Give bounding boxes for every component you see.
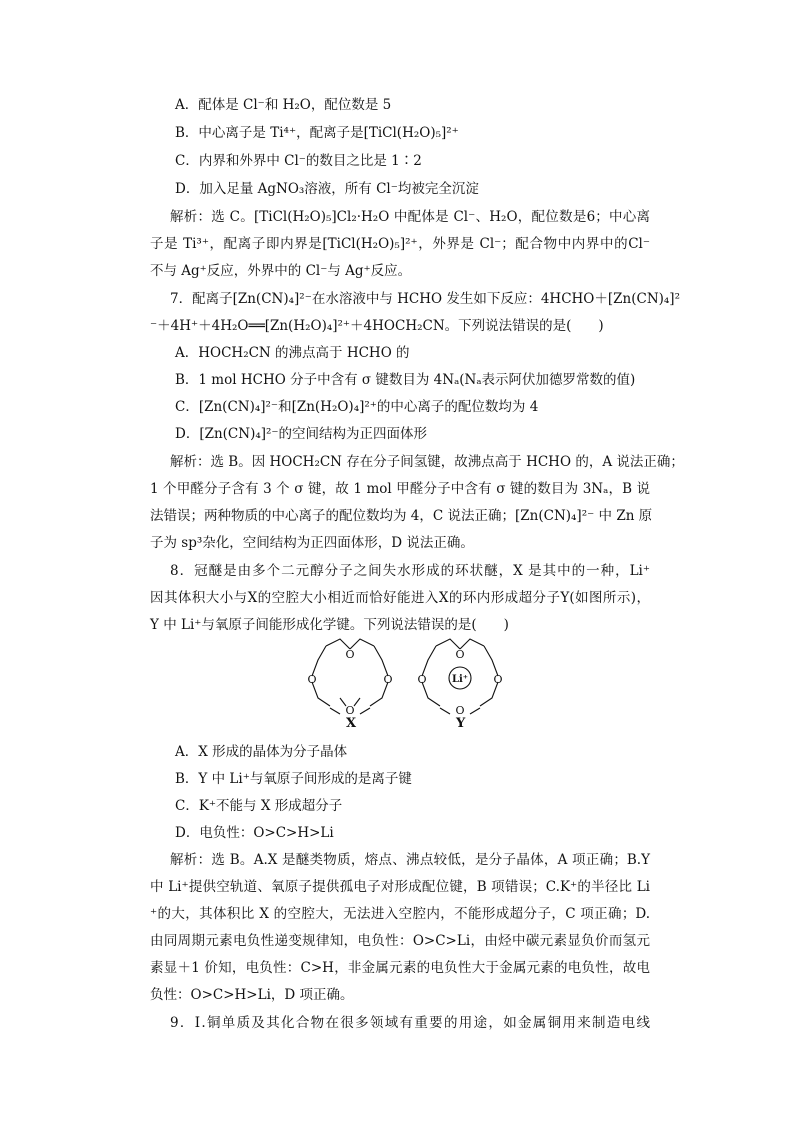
q7-analysis-line: 子为 sp³杂化，空间结构为正四面体形，D 说法正确。 [150,535,474,551]
q8-analysis-line: 素显＋1 价知，电负性：C>H，非金属元素的电负性大于金属元素的电负性，故电 [150,960,650,976]
q7-analysis-line: 1 个甲醛分子含有 3 个 σ 键，故 1 mol 甲醛分子中含有 σ 键的数目为 3Nₐ，B 说 [150,481,650,497]
q6-option-d: D．加入足量 AgNO₃溶液，所有 Cl⁻均被完全沉淀 [175,181,479,197]
q7-option-d: D．[Zn(CN)₄]²⁻的空间结构为正四面体形 [175,426,428,442]
q8-stem-line: 因其体积大小与X的空腔大小相近而恰好能进入X的环内形成超分子Y(如图所示)， [150,590,650,606]
q7-stem-line: 7．配离子[Zn(CN)₄]²⁻在水溶液中与 HCHO 发生如下反应：4HCHO＋[Zn(CN)₄]² [170,291,680,307]
q6-option-c: C．内界和外界中 Cl⁻的数目之比是 1∶2 [175,153,422,169]
bond [422,646,436,676]
q8-analysis-line: 负性：O>C>H>Li，D 项正确。 [150,987,354,1003]
q8-option-d: D．电负性：O>C>H>Li [175,825,334,841]
q8-analysis-line: 中 Li⁺提供空轨道、氧原子提供孤电子对形成配位键，B 项错误；C.K⁺的半径比 Li [150,879,650,895]
oxygen-atom-label: O [345,648,355,661]
q8-stem-line: 8．冠醚是由多个二元醇分子之间失水形成的环状醚，X 是其中的一种，Li⁺ [170,563,650,579]
q7-option-a: A．HOCH₂CN 的沸点高于 HCHO 的 [175,345,410,361]
q6-option-b: B．中心离子是 Ti⁴⁺，配离子是[TiCl(H₂O)₅]²⁺ [175,125,459,141]
q7-option-c: C．[Zn(CN)₄]²⁻和[Zn(H₂O)₄]²⁺的中心离子的配位数均为 4 [175,399,539,415]
q7-stem-line: ⁻＋4H⁺＋4H₂O══[Zn(H₂O)₄]²⁺＋4HOCH₂CN。下列说法错误的是( ) [150,318,604,334]
lithium-ion-label: Li⁺ [451,674,469,685]
q6-option-a: A．配体是 Cl⁻和 H₂O，配位数是 5 [175,97,392,113]
bond [312,646,326,676]
bond [330,708,340,714]
q8-option-b: B．Y 中 Li⁺与氧原子间形成的是离子键 [175,771,412,787]
oxygen-atom-label: O [383,673,393,686]
bond [360,708,370,714]
bond [354,698,360,706]
q6-analysis-line: 子是 Ti³⁺，配离子即内界是[TiCl(H₂O)₅]²⁺，外界是 Cl⁻；配合物中内界中的Cl⁻ [150,236,650,252]
bond [484,646,498,676]
q9-stem-line: 9．Ⅰ.铜单质及其化合物在很多领域有重要的用途，如金属铜用来制造电线 [170,1015,650,1031]
q7-analysis-line: 法错误；两种物质的中心离子的配位数均为 4，C 说法正确；[Zn(CN)₄]²⁻ 中 Zn 原 [150,508,653,524]
bond [374,646,388,676]
q8-analysis-line: 解析：选 B。A.X 是醚类物质，熔点、沸点较低，是分子晶体，A 项正确；B.Y [170,852,650,868]
q7-option-b: B．1 mol HCHO 分子中含有 σ 键数目为 4Nₐ(Nₐ表示阿伏加德罗常数的值) [175,372,636,388]
oxygen-atom-label: O [345,704,355,717]
q8-option-c: C．K⁺不能与 X 形成超分子 [175,798,343,814]
bond [470,708,480,714]
q7-analysis-line: 解析：选 B。因 HOCH₂CN 存在分子间氢键，故沸点高于 HCHO 的，A 说法正确； [170,454,684,470]
q8-analysis-line: 由同周期元素电负性递变规律知，电负性：O>C>Li，由烃中碳元素显负价而氢元 [150,933,650,949]
oxygen-atom-label: O [455,648,465,661]
bond [440,708,450,714]
oxygen-atom-label: O [493,673,503,686]
figure-label-y: Y [456,716,466,731]
crown-ether-figure [300,636,520,742]
q8-analysis-line: ⁺的大，其体积比 X 的空腔大，无法进入空腔内，不能形成超分子，C 项正确；D. [150,906,650,922]
oxygen-atom-label: O [307,673,317,686]
q6-analysis-line: 不与 Ag⁺反应，外界中的 Cl⁻与 Ag⁺反应。 [150,263,412,279]
figure-label-x: X [346,716,357,731]
crown-ether-diagram [300,636,520,724]
q6-analysis-line: 解析：选 C。[TiCl(H₂O)₅]Cl₂·H₂O 中配体是 Cl⁻、H₂O，配位数是6；中心离 [170,209,650,225]
oxygen-atom-label: O [417,673,427,686]
q8-stem-line: Y 中 Li⁺与氧原子间能形成化学键。下列说法错误的是( ) [150,617,509,633]
q8-option-a: A．X 形成的晶体为分子晶体 [175,744,348,760]
oxygen-atom-label: O [455,704,465,717]
